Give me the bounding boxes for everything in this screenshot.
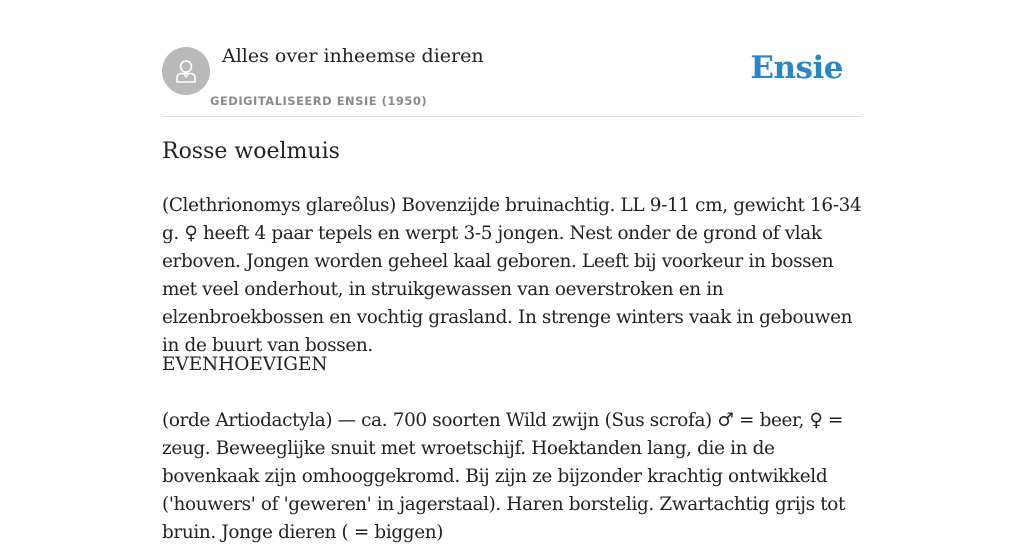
- avatar[interactable]: [162, 47, 210, 95]
- user-icon: [171, 56, 201, 86]
- section-heading: EVENHOEVIGEN: [162, 354, 328, 375]
- site-header: [162, 0, 862, 117]
- content-container: [162, 0, 862, 543]
- article-paragraph: (orde Artiodactyla) — ca. 700 soorten Wild zwijn (Sus scrofa) ♂ = beer, ♀ = zeug. Beweeglijke snuit met wroetschijf. Hoektanden lang, die in de bovenkaak zijn omhooggekromd. Bij zijn ze bijzonder krachtig ontwikkeld ('houwers' of 'geweren' in jagerstaal). Haren borstelig. Zwartachtig grijs tot bruin. Jonge dieren ( = biggen): [162, 410, 846, 543]
- site-title[interactable]: Alles over inheemse dieren: [222, 45, 484, 67]
- article-title: Rosse woelmuis: [162, 139, 340, 164]
- brand-logo[interactable]: Ensie: [750, 50, 843, 86]
- site-subtitle: GEDIGITALISEERD ENSIE (1950): [210, 94, 428, 108]
- article-paragraph: (Clethrionomys glareôlus) Bovenzijde bruinachtig. LL 9-11 cm, gewicht 16-34 g. ♀ heeft 4 paar tepels en werpt 3-5 jongen. Nest onder de grond of vlak erboven. Jongen worden geheel kaal geboren. Leeft bij voorkeur in bossen met veel onderhout, in struikgewassen van oeverstroken en in elzenbroekbossen en vochtig grasland. In strenge winters vaak in gebouwen in de buurt van bossen.: [162, 195, 862, 356]
